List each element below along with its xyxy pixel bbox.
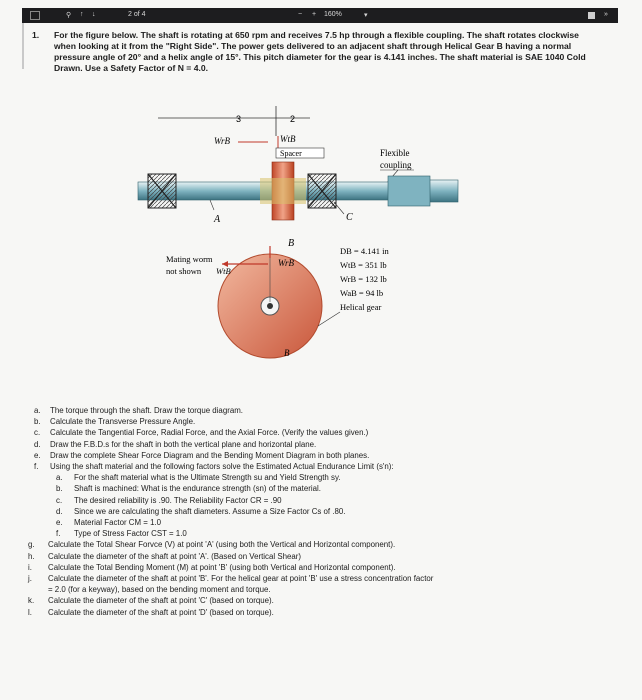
not-shown-label: not shown xyxy=(166,266,202,276)
wrb-top-label: WrB xyxy=(214,136,231,146)
task-label: j. xyxy=(28,574,32,584)
page-up-icon[interactable]: ↑ xyxy=(80,11,84,18)
task-text: Calculate the diameter of the shaft at point 'A'. (Based on Vertical Shear) xyxy=(48,551,302,561)
task-text: Shaft is machined: What is the endurance strength (sn) of the material. xyxy=(74,484,321,494)
task-text: = 2.0 (for a keyway), based on the bending moment and torque. xyxy=(48,585,271,595)
task-label: e. xyxy=(56,518,63,528)
task-label: f. xyxy=(56,529,61,539)
page-down-icon[interactable]: ↓ xyxy=(92,11,96,18)
task-item xyxy=(34,528,624,539)
point-b-gear-label: B xyxy=(284,348,290,358)
dim-2-label: 2 xyxy=(290,114,296,124)
task-item xyxy=(28,539,624,550)
bearing-left xyxy=(148,174,176,208)
wrb-gear-label: WrB xyxy=(278,258,295,268)
task-text: Type of Stress Factor CST = 1.0 xyxy=(74,529,187,539)
task-item xyxy=(34,439,624,450)
helical-gear-label: Helical gear xyxy=(340,302,382,312)
zoom-level[interactable]: 160% xyxy=(324,11,342,18)
task-text: Calculate the diameter of the shaft at point 'B'. For the helical gear at point 'B' use a stress concentration factor xyxy=(48,574,434,584)
task-item xyxy=(34,461,624,472)
task-item xyxy=(34,472,624,483)
spec-wtb: WtB = 351 lb xyxy=(340,260,387,270)
task-text: Calculate the Transverse Pressure Angle. xyxy=(50,417,196,427)
coupling-label: coupling xyxy=(380,160,412,170)
task-text: Calculate the Total Bending Moment (M) at point 'B' (using both Vertical and Horizontal component). xyxy=(48,562,396,572)
viewer-toolbar xyxy=(22,8,618,23)
task-label: d. xyxy=(34,439,41,449)
bearing-right xyxy=(308,174,336,208)
task-label: h. xyxy=(28,551,35,561)
page-edge xyxy=(22,23,24,69)
task-list xyxy=(28,405,624,618)
task-text: Calculate the Total Shear Forvce (V) at point 'A' (using both the Vertical and Horizontal component). xyxy=(48,540,396,550)
point-a-label: A xyxy=(214,214,221,225)
task-item xyxy=(34,450,624,461)
task-item xyxy=(28,573,624,584)
task-text: Material Factor CM = 1.0 xyxy=(74,518,162,528)
task-text: Draw the F.B.D.s for the shaft in both the vertical plane and horizontal plane. xyxy=(50,439,317,449)
present-icon[interactable] xyxy=(588,12,595,19)
task-item xyxy=(28,584,624,595)
task-item xyxy=(34,483,624,494)
task-item xyxy=(34,517,624,528)
spacer-sleeve xyxy=(260,178,306,204)
shaft-figure xyxy=(118,96,478,396)
search-icon[interactable]: ⚲ xyxy=(66,12,72,19)
flexible-coupling xyxy=(388,176,430,206)
coupling-flange xyxy=(428,180,458,202)
spec-db: DB = 4.141 in xyxy=(340,246,389,256)
problem-number: 1. xyxy=(32,30,40,40)
wtb-top-label: WtB xyxy=(280,134,296,144)
task-label: a. xyxy=(56,473,63,483)
fit-dropdown-icon[interactable]: ▾ xyxy=(364,12,368,19)
task-label: k. xyxy=(28,596,35,606)
task-item xyxy=(28,562,624,573)
task-item xyxy=(34,427,624,438)
task-label: c. xyxy=(34,428,41,438)
task-item xyxy=(28,595,624,606)
task-item xyxy=(34,416,624,427)
wtb-worm-label: WtB xyxy=(216,266,231,276)
mating-worm-label: Mating worm xyxy=(166,254,213,264)
zoom-in-icon[interactable]: + xyxy=(312,11,317,18)
spacer-label: Spacer xyxy=(280,149,302,158)
task-text: Calculate the diameter of the shaft at point 'D' (based on torque). xyxy=(48,607,274,617)
task-item xyxy=(28,607,624,618)
task-label: l. xyxy=(28,607,32,617)
task-label: a. xyxy=(34,406,41,415)
task-label: g. xyxy=(28,540,35,550)
task-label: e. xyxy=(34,450,41,460)
spec-wab: WaB = 94 lb xyxy=(340,288,384,298)
task-text: The desired reliability is .90. The Reliability Factor CR = .90 xyxy=(74,495,282,505)
point-c-label: C xyxy=(346,212,353,223)
task-label: c. xyxy=(56,495,63,505)
problem-text: For the figure below. The shaft is rotating at 650 rpm and receives 7.5 hp through a flexible coupling. The shaft rotates clockwise when looking at it from the "Right Side". The power gets delivered to an adjacent shaft through Helical Gear B having a normal pressure angle of 20° and a helix angle of 15°. This pitch diameter for the gear is 4.141 inches. The shaft material is SAE 1040 Cold Drawn. Use a Safety Factor of N = 4.0. xyxy=(54,30,586,73)
dim-3-label: 3 xyxy=(236,114,242,124)
task-label: b. xyxy=(56,484,63,494)
page-indicator[interactable]: 2 of 4 xyxy=(128,11,146,18)
task-label xyxy=(28,584,48,595)
task-item xyxy=(34,506,624,517)
spec-wrb: WrB = 132 lb xyxy=(340,274,387,284)
task-item xyxy=(34,405,624,416)
zoom-out-icon[interactable]: − xyxy=(298,11,303,18)
task-text: Calculate the diameter of the shaft at point 'C' (based on torque). xyxy=(48,596,274,606)
task-item xyxy=(34,495,624,506)
task-label: d. xyxy=(56,506,63,516)
task-text: Calculate the Tangential Force, Radial Force, and the Axial Force. (Verify the values given.) xyxy=(50,428,369,438)
task-item xyxy=(28,551,624,562)
flexible-label: Flexible xyxy=(380,148,410,158)
more-icon[interactable]: » xyxy=(604,11,608,18)
task-text: Draw the complete Shear Force Diagram and the Bending Moment Diagram in both planes. xyxy=(50,450,370,460)
sidebar-icon[interactable] xyxy=(30,11,40,20)
task-label: b. xyxy=(34,417,41,427)
task-text: For the shaft material what is the Ultimate Strength su and Yield Strength sy. xyxy=(74,473,341,483)
point-b-label: B xyxy=(288,238,295,249)
task-text: Using the shaft material and the following factors solve the Estimated Actual Endurance Limit (s'n): xyxy=(50,462,394,472)
task-text: The torque through the shaft. Draw the torque diagram. xyxy=(50,406,243,415)
task-text: Since we are calculating the shaft diameters. Assume a Size Factor Cs of .80. xyxy=(74,506,346,516)
task-label: i. xyxy=(28,562,32,572)
task-label: f. xyxy=(34,462,39,472)
